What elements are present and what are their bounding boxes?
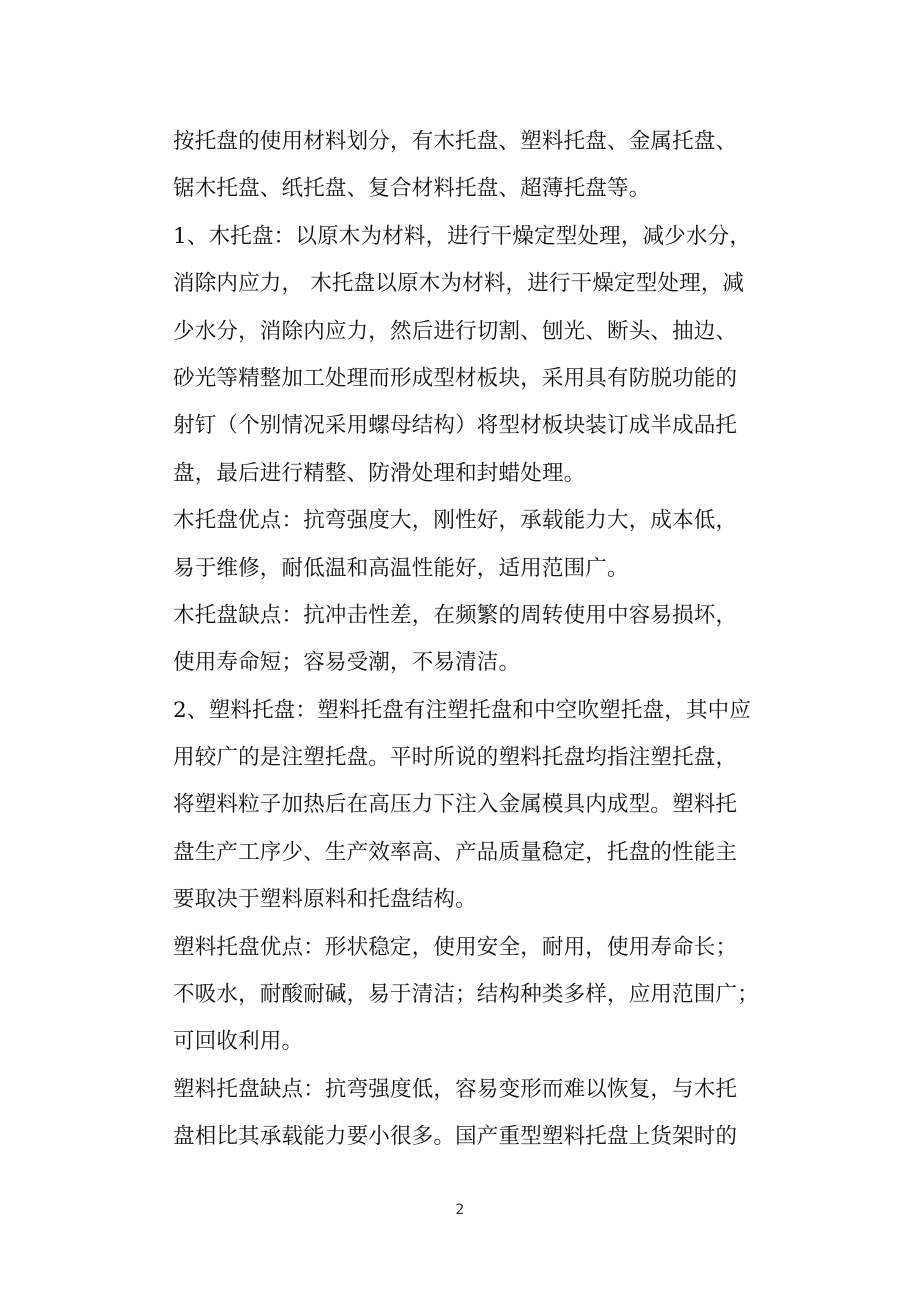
text-line: 2、塑料托盘：塑料托盘有注塑托盘和中空吹塑托盘，其中应 [173, 697, 752, 723]
text-line: 砂光等精整加工处理而形成型材板块，采用具有防脱功能的 [173, 365, 738, 391]
page-number: 2 [455, 1202, 465, 1218]
text-line: 使用寿命短；容易受潮，不易清洁。 [173, 650, 521, 676]
text-line: 锯木托盘、纸托盘、复合材料托盘、超薄托盘等。 [173, 176, 651, 202]
text-line: 易于维修，耐低温和高温性能好，适用范围广。 [173, 555, 629, 581]
text-line: 木托盘缺点：抗冲击性差，在频繁的周转使用中容易损坏， [173, 602, 738, 628]
text-line: 盘生产工序少、生产效率高、产品质量稳定，托盘的性能主 [173, 839, 738, 865]
text-line: 木托盘优点：抗弯强度大，刚性好，承载能力大，成本低， [173, 508, 738, 534]
text-line: 少水分，消除内应力，然后进行切割、刨光、断头、抽边、 [173, 318, 738, 344]
text-line: 可回收利用。 [173, 1029, 304, 1055]
text-line: 塑料托盘优点：形状稳定，使用安全，耐用，使用寿命长； [173, 934, 738, 960]
text-line: 1、木托盘：以原木为材料，进行干燥定型处理，减少水分， [173, 223, 752, 249]
text-line: 消除内应力， 木托盘以原木为材料，进行干燥定型处理，减 [173, 271, 745, 297]
text-line: 按托盘的使用材料划分，有木托盘、塑料托盘、金属托盘、 [173, 129, 738, 154]
text-line: 用较广的是注塑托盘。平时所说的塑料托盘均指注塑托盘， [173, 745, 738, 771]
text-line: 将塑料粒子加热后在高压力下注入金属模具内成型。塑料托 [173, 792, 738, 818]
text-line: 盘，最后进行精整、防滑处理和封蜡处理。 [173, 460, 586, 486]
text-line: 要取决于塑料原料和托盘结构。 [173, 887, 477, 913]
text-line: 不吸水，耐酸耐碱，易于清洁；结构种类多样，应用范围广； [173, 982, 759, 1008]
body-text [173, 118, 759, 1161]
text-line: 盘相比其承载能力要小很多。国产重型塑料托盘上货架时的 [173, 1124, 738, 1150]
text-line: 射钉（个别情况采用螺母结构）将型材板块装订成半成品托 [173, 413, 738, 439]
text-line: 塑料托盘缺点：抗弯强度低，容易变形而难以恢复，与木托 [173, 1076, 738, 1102]
